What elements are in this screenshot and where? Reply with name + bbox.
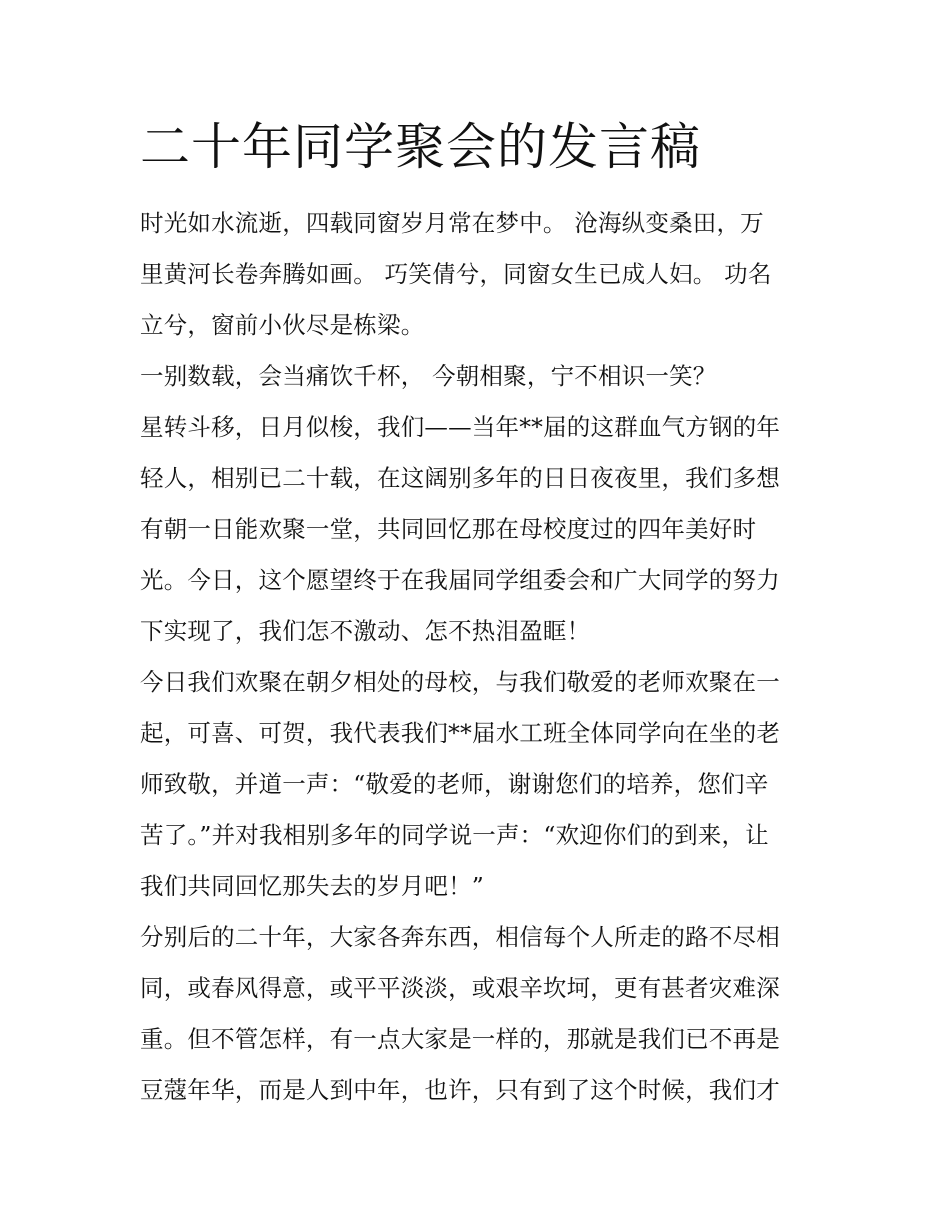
text-line: 时光如水流逝，四载同窗岁月常在梦中。 沧海纵变桑田，万 xyxy=(140,209,764,237)
page-title: 二十年同学聚会的发言稿 xyxy=(140,118,701,176)
text-line: 师致敬，并道一声：“敬爱的老师，谢谢您们的培养，您们辛 xyxy=(140,770,769,798)
text-line: 立兮，窗前小伙尽是栋梁。 xyxy=(140,311,425,339)
text-line: 轻人，相别已二十载，在这阔别多年的日日夜夜里，我们多想 xyxy=(140,464,780,492)
text-line: 下实现了，我们怎不激动、怎不热泪盈眶！ xyxy=(140,617,591,645)
text-line: 苦了。”并对我相别多年的同学说一声：“欢迎你们的到来，让 xyxy=(140,821,769,849)
text-line: 光。今日，这个愿望终于在我届同学组委会和广大同学的努力 xyxy=(140,566,780,594)
text-line: 分别后的二十年，大家各奔东西，相信每个人所走的路不尽相 xyxy=(140,923,780,951)
text-line: 有朝一日能欢聚一堂，共同回忆那在母校度过的四年美好时 xyxy=(140,515,757,543)
text-line: 起，可喜、可贺，我代表我们**届水工班全体同学向在坐的老 xyxy=(140,719,781,747)
text-line: 重。但不管怎样，有一点大家是一样的，那就是我们已不再是 xyxy=(140,1025,780,1053)
text-line: 星转斗移，日月似梭，我们——当年**届的这群血气方钢的年 xyxy=(140,413,781,441)
text-line: 里黄河长卷奔腾如画。 巧笑倩兮，同窗女生已成人妇。 功名 xyxy=(140,260,772,288)
text-line: 今日我们欢聚在朝夕相处的母校，与我们敬爱的老师欢聚在一 xyxy=(140,668,780,696)
text-line: 同，或春风得意，或平平淡淡，或艰辛坎坷，更有甚者灾难深 xyxy=(140,974,780,1002)
text-line: 一别数载，会当痛饮千杯， 今朝相聚，宁不相识一笑？ xyxy=(140,362,717,390)
body-text xyxy=(140,198,815,1116)
text-line: 豆蔻年华，而是人到中年，也许，只有到了这个时候，我们才 xyxy=(140,1076,780,1104)
text-line: 我们共同回忆那失去的岁月吧！” xyxy=(140,872,485,900)
